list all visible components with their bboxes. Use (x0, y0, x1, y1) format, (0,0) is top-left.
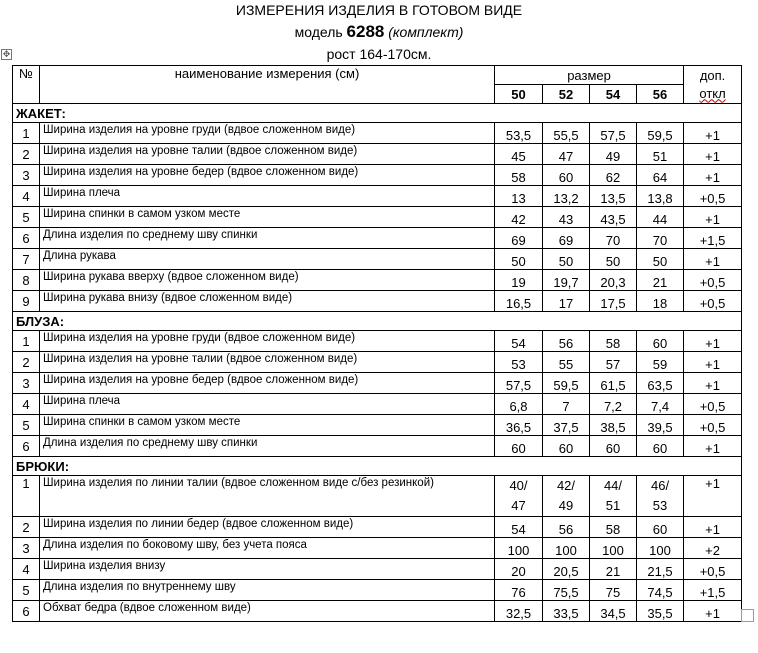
size-value: 60 (590, 436, 637, 457)
measurement-name: Ширина плеча (40, 394, 495, 415)
table-row (13, 165, 742, 186)
table-body (13, 66, 742, 622)
tolerance-value: +1 (684, 207, 742, 228)
table-row (13, 580, 742, 601)
table-row (13, 559, 742, 580)
height-line: рост 164-170см. (326, 46, 432, 62)
size-value: 32,5 (495, 601, 543, 622)
measurement-name: Длина изделия по среднему шву спинки (40, 436, 495, 457)
tolerance-value: +2 (684, 538, 742, 559)
measurement-name: Ширина спинки в самом узком месте (40, 207, 495, 228)
size-value: 55,5 (543, 123, 590, 144)
size-value: 70 (637, 228, 684, 249)
row-number: 1 (13, 476, 40, 517)
row-number: 5 (13, 580, 40, 601)
tolerance-value: +1 (684, 373, 742, 394)
tolerance-value: +0,5 (684, 415, 742, 436)
size-value: 56 (543, 331, 590, 352)
table-row (13, 144, 742, 165)
tolerance-value: +1 (684, 165, 742, 186)
table-row (13, 207, 742, 228)
tolerance-value: +0,5 (684, 270, 742, 291)
tolerance-value: +1 (684, 601, 742, 622)
measurement-name: Ширина изделия на уровне груди (вдвое сложенном виде) (40, 123, 495, 144)
size-value: 53,5 (495, 123, 543, 144)
row-number: 5 (13, 415, 40, 436)
measurement-name: Ширина изделия по линии талии (вдвое сложенном виде с/без резинкой) (40, 476, 495, 517)
table-row (13, 352, 742, 373)
size-value: 64 (637, 165, 684, 186)
size-value: 69 (495, 228, 543, 249)
tolerance-value: +1 (684, 476, 742, 517)
size-value: 49 (590, 144, 637, 165)
tolerance-value: +1 (684, 123, 742, 144)
size-value: 75 (590, 580, 637, 601)
tolerance-value: +0,5 (684, 186, 742, 207)
table-row (13, 270, 742, 291)
size-value: 43,5 (590, 207, 637, 228)
column-header-tolerance (684, 66, 742, 104)
size-value: 57,5 (590, 123, 637, 144)
size-value: 57 (590, 352, 637, 373)
size-value: 55 (543, 352, 590, 373)
size-value: 53 (495, 352, 543, 373)
size-value-line1: 40/ (509, 478, 528, 493)
row-number: 7 (13, 249, 40, 270)
tolerance-label-line1: доп. (699, 67, 726, 83)
tolerance-value: +1 (684, 436, 742, 457)
size-value: 60 (637, 331, 684, 352)
row-number: 6 (13, 436, 40, 457)
size-value: 56 (543, 517, 590, 538)
table-row (13, 415, 742, 436)
tolerance-value: +0,5 (684, 291, 742, 312)
size-value: 100 (495, 538, 543, 559)
size-value: 54 (495, 517, 543, 538)
size-value: 61,5 (590, 373, 637, 394)
size-value: 60 (495, 436, 543, 457)
measurement-name: Ширина рукава внизу (вдвое сложенном виде) (40, 291, 495, 312)
model-prefix: модель (294, 24, 343, 40)
size-value: 51 (637, 144, 684, 165)
size-value: 36,5 (495, 415, 543, 436)
size-value: 35,5 (637, 601, 684, 622)
size-value: 60 (543, 165, 590, 186)
size-value: 21,5 (637, 559, 684, 580)
size-value: 62 (590, 165, 637, 186)
row-number: 6 (13, 228, 40, 249)
table-row (13, 249, 742, 270)
tolerance-value: +1 (684, 144, 742, 165)
row-number: 1 (13, 331, 40, 352)
size-value: 17 (543, 291, 590, 312)
size-value: 100 (590, 538, 637, 559)
size-value: 20,5 (543, 559, 590, 580)
row-number: 2 (13, 352, 40, 373)
size-value: 50 (590, 249, 637, 270)
table-row (13, 123, 742, 144)
size-value: 37,5 (543, 415, 590, 436)
measurement-name: Длина изделия по внутреннему шву (40, 580, 495, 601)
size-value (543, 476, 590, 517)
size-value: 18 (637, 291, 684, 312)
size-value (590, 476, 637, 517)
row-number: 8 (13, 270, 40, 291)
section-title: БЛУЗА: (13, 312, 742, 331)
measurement-name: Длина рукава (40, 249, 495, 270)
model-suffix: (комплект) (388, 24, 464, 40)
size-value: 76 (495, 580, 543, 601)
size-value: 59,5 (543, 373, 590, 394)
size-value: 20 (495, 559, 543, 580)
size-value-line2: 53 (652, 498, 668, 513)
table-row (13, 331, 742, 352)
size-header: 54 (590, 85, 637, 104)
table-row (13, 186, 742, 207)
size-header: 50 (495, 85, 543, 104)
section-title: БРЮКИ: (13, 457, 742, 476)
column-header-size: размер (495, 66, 684, 85)
size-value: 69 (543, 228, 590, 249)
section-header-row (13, 104, 742, 123)
size-value-line2: 47 (511, 498, 526, 513)
size-value: 19 (495, 270, 543, 291)
size-value-line1: 44/ (603, 478, 623, 493)
size-value: 63,5 (637, 373, 684, 394)
tolerance-value: +0,5 (684, 559, 742, 580)
row-number: 4 (13, 559, 40, 580)
measurement-name: Длина изделия по боковому шву, без учета пояса (40, 538, 495, 559)
section-header-row (13, 312, 742, 331)
measurement-name: Ширина изделия на уровне талии (вдвое сложенном виде) (40, 352, 495, 373)
row-number: 3 (13, 165, 40, 186)
size-value: 59 (637, 352, 684, 373)
row-number: 6 (13, 601, 40, 622)
row-number: 2 (13, 144, 40, 165)
table-row (13, 436, 742, 457)
tolerance-label-line2: откл (699, 85, 726, 101)
cell-end-marker (741, 609, 754, 622)
size-value: 75,5 (543, 580, 590, 601)
size-value: 21 (590, 559, 637, 580)
table-row (13, 517, 742, 538)
measurement-name: Ширина изделия внизу (40, 559, 495, 580)
row-number: 9 (13, 291, 40, 312)
table-row (13, 394, 742, 415)
measurement-name: Ширина плеча (40, 186, 495, 207)
size-value: 58 (590, 331, 637, 352)
size-value: 34,5 (590, 601, 637, 622)
size-value (637, 476, 684, 517)
size-value: 100 (543, 538, 590, 559)
row-number: 5 (13, 207, 40, 228)
size-value: 60 (637, 436, 684, 457)
table-move-handle-icon[interactable]: ✥ (2, 49, 11, 59)
row-number: 3 (13, 373, 40, 394)
measurements-table (12, 65, 742, 622)
size-header: 52 (543, 85, 590, 104)
size-value: 38,5 (590, 415, 637, 436)
size-value: 6,8 (495, 394, 543, 415)
table-header-row (13, 66, 742, 85)
tolerance-value: +1 (684, 249, 742, 270)
size-value: 58 (495, 165, 543, 186)
size-value: 60 (543, 436, 590, 457)
table-row (13, 601, 742, 622)
measurement-name: Ширина изделия на уровне бедер (вдвое сложенном виде) (40, 165, 495, 186)
section-title: ЖАКЕТ: (13, 104, 742, 123)
size-value: 33,5 (543, 601, 590, 622)
size-value: 13,5 (590, 186, 637, 207)
size-value: 57,5 (495, 373, 543, 394)
size-value: 47 (543, 144, 590, 165)
size-value: 45 (495, 144, 543, 165)
size-value-line1: 46/ (650, 478, 670, 493)
size-value: 54 (495, 331, 543, 352)
row-number: 4 (13, 394, 40, 415)
model-line (0, 22, 758, 42)
section-header-row (13, 457, 742, 476)
row-number: 4 (13, 186, 40, 207)
size-value: 42 (495, 207, 543, 228)
size-value: 7 (543, 394, 590, 415)
tolerance-value: +1 (684, 517, 742, 538)
size-value-line1: 42/ (556, 478, 576, 493)
measurement-name: Ширина изделия на уровне бедер (вдвое сложенном виде) (40, 373, 495, 394)
table-row (13, 228, 742, 249)
size-value: 19,7 (543, 270, 590, 291)
row-number: 1 (13, 123, 40, 144)
measurement-name: Ширина изделия по линии бедер (вдвое сложенном виде) (40, 517, 495, 538)
size-value: 13 (495, 186, 543, 207)
measurement-name: Ширина изделия на уровне груди (вдвое сложенном виде) (40, 331, 495, 352)
size-value: 13,2 (543, 186, 590, 207)
tolerance-value: +1,5 (684, 228, 742, 249)
size-value (495, 476, 543, 517)
size-value: 43 (543, 207, 590, 228)
size-value: 13,8 (637, 186, 684, 207)
table-row (13, 476, 742, 517)
measurement-name: Обхват бедра (вдвое сложенном виде) (40, 601, 495, 622)
size-value: 59,5 (637, 123, 684, 144)
column-header-number: № (13, 66, 40, 104)
size-value: 17,5 (590, 291, 637, 312)
size-value: 50 (495, 249, 543, 270)
table-row (13, 291, 742, 312)
size-value-line2: 49 (558, 498, 574, 513)
size-value: 20,3 (590, 270, 637, 291)
size-value: 60 (637, 517, 684, 538)
document-title: ИЗМЕРЕНИЯ ИЗДЕЛИЯ В ГОТОВОМ ВИДЕ (235, 2, 523, 18)
size-value: 100 (637, 538, 684, 559)
row-number: 3 (13, 538, 40, 559)
column-header-name: наименование измерения (см) (40, 66, 495, 104)
measurement-name: Ширина рукава вверху (вдвое сложенном виде) (40, 270, 495, 291)
size-value: 16,5 (495, 291, 543, 312)
tolerance-value: +1 (684, 352, 742, 373)
size-value: 21 (637, 270, 684, 291)
model-number: 6288 (346, 22, 385, 41)
tolerance-value: +1,5 (684, 580, 742, 601)
table-row (13, 538, 742, 559)
measurement-name: Длина изделия по среднему шву спинки (40, 228, 495, 249)
table-row (13, 373, 742, 394)
tolerance-value: +0,5 (684, 394, 742, 415)
size-value: 7,4 (637, 394, 684, 415)
size-value: 7,2 (590, 394, 637, 415)
tolerance-value: +1 (684, 331, 742, 352)
size-value: 50 (637, 249, 684, 270)
size-value: 70 (590, 228, 637, 249)
size-value: 50 (543, 249, 590, 270)
size-value: 74,5 (637, 580, 684, 601)
size-value: 39,5 (637, 415, 684, 436)
measurement-name: Ширина изделия на уровне талии (вдвое сложенном виде) (40, 144, 495, 165)
measurement-name: Ширина спинки в самом узком месте (40, 415, 495, 436)
row-number: 2 (13, 517, 40, 538)
size-value-line2: 51 (605, 498, 621, 513)
size-value: 44 (637, 207, 684, 228)
size-header: 56 (637, 85, 684, 104)
size-value: 58 (590, 517, 637, 538)
